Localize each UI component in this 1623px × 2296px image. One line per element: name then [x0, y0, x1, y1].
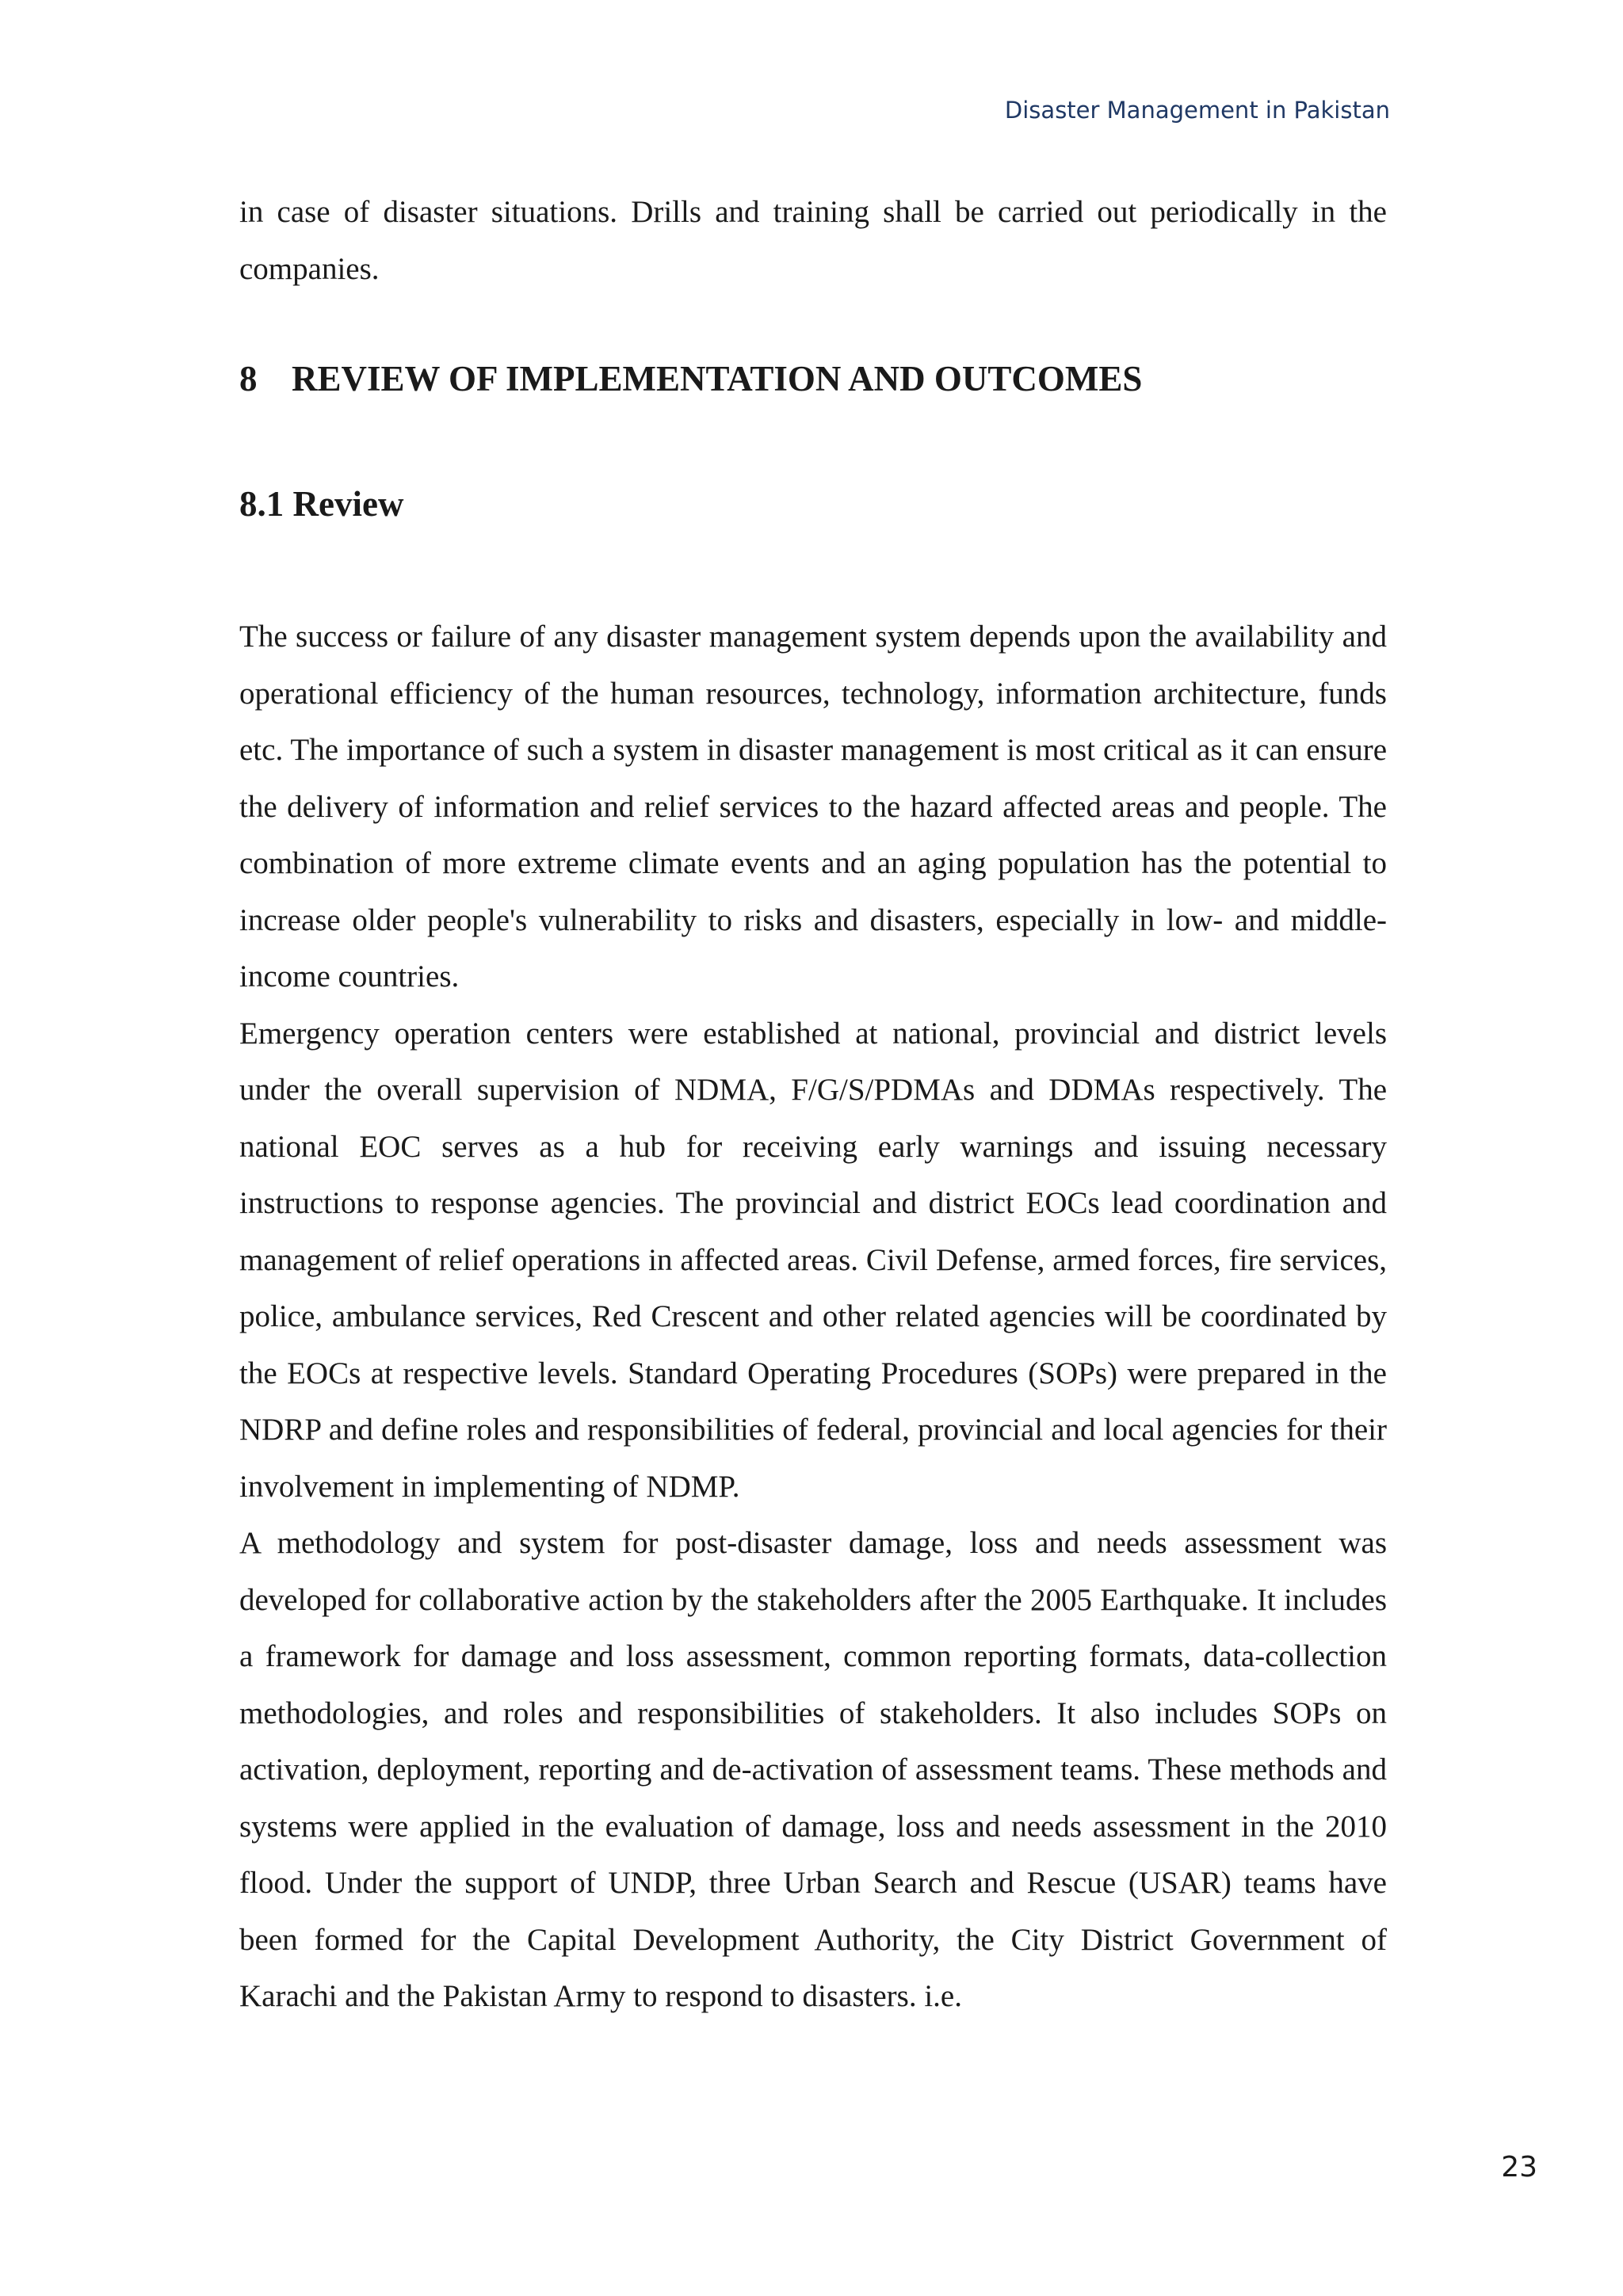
paragraph-damage-assessment: A methodology and system for post-disaster damage, loss and needs assessment was developed for collaborative action by the stakeholders after the 2005 Earthquake. It includes a framework for damage and loss assessment, common reporting formats, data-collection methodologies, and roles and responsibilities of stakeholders. It also includes SOPs on activation, deployment, reporting and de-activation of assessment teams. These methods and systems were applied in the evaluation of damage, loss and needs assessment in the 2010 flood. Under the support of UNDP, three Urban Search and Rescue (USAR) teams have been formed for the Capital Development Authority, the City District Government of Karachi and the Pakistan Army to respond to disasters. i.e. — [239, 1526, 1387, 2013]
section-number: 8 — [239, 359, 258, 399]
section-title: REVIEW OF IMPLEMENTATION AND OUTCOMES — [292, 359, 1143, 399]
paragraph-review-intro: The success or failure of any disaster management system depends upon the availability and operational efficiency of the human resources, technology, information architecture, funds etc. The importance of such a system in disaster management is most critical as it can ensure the delivery of information and relief services to the hazard affected areas and people. The combination of more extreme climate events and an aging population has the potential to increase older people's vulnerability to risks and disasters, especially in low- and middle-income countries. — [239, 620, 1387, 994]
lead-paragraph: in case of disaster situations. Drills and training shall be carried out periodically in the companies. — [239, 195, 1387, 286]
body-text — [239, 608, 1387, 2025]
running-header: Disaster Management in Pakistan — [1004, 97, 1390, 124]
paragraph-emergency-operation-centers: Emergency operation centers were established at national, provincial and district levels under the overall supervision of NDMA, F/G/S/PDMAs and DDMAs respectively. The national EOC serves as a hub for receiving early warnings and issuing necessary instructions to response agencies. The provincial and district EOCs lead coordination and management of relief operations in affected areas. Civil Defense, armed forces, fire services, police, ambulance services, Red Crescent and other related agencies will be coordinated by the EOCs at respective levels. Standard Operating Procedures (SOPs) were prepared in the NDRP and define roles and responsibilities of federal, provincial and local agencies for their involvement in implementing of NDMP. — [239, 1016, 1387, 1504]
subsection-heading: 8.1 Review — [239, 484, 404, 524]
section-heading — [239, 358, 1142, 399]
page-number: 23 — [1501, 2151, 1537, 2183]
